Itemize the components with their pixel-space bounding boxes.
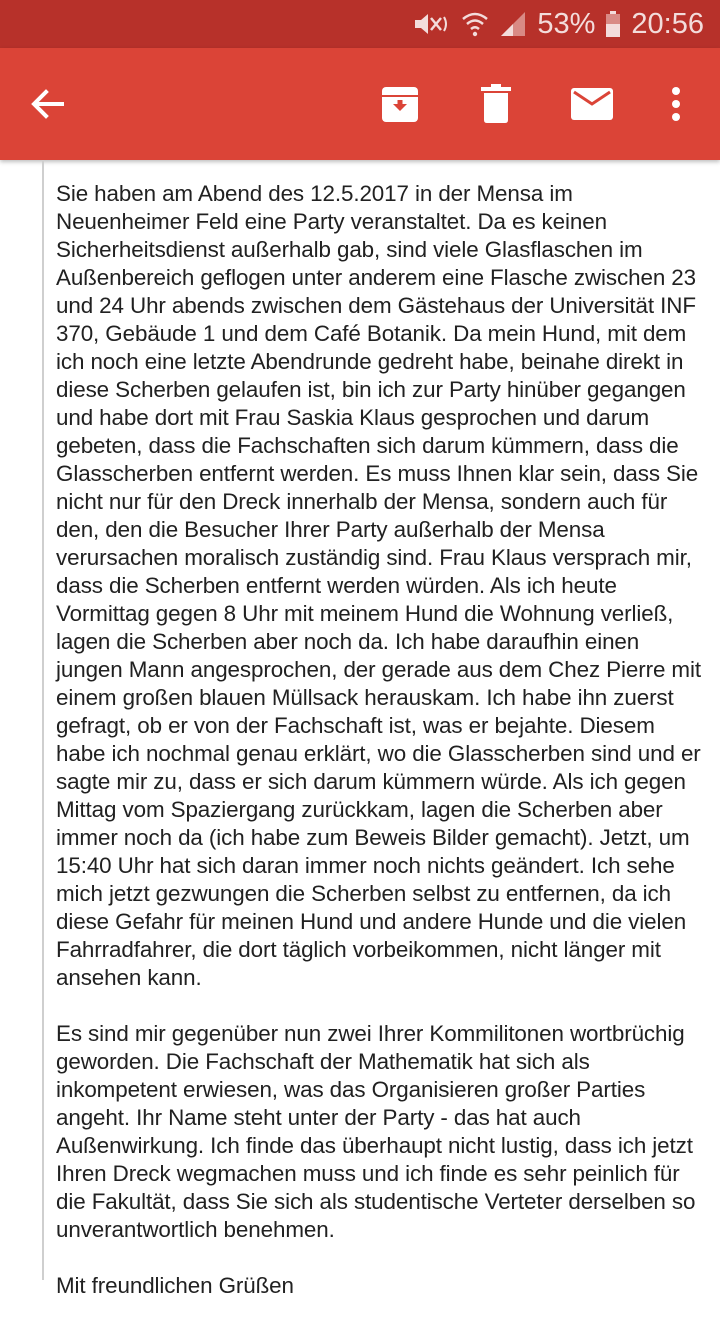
clock: 20:56	[631, 7, 704, 40]
message-closing: Mit freundlichen Grüßen	[56, 1273, 294, 1298]
message-content[interactable]	[0, 160, 720, 1298]
message-paragraph: Sie haben am Abend des 12.5.2017 in der Mensa im Neuenheimer Feld eine Party veranstaltet. Da es keinen Sicherheitsdienst außerhalb gab, sind viele Glasflaschen im Außenbereich geflogen unter anderem eine Flasche zwischen 23 und 24 Uhr abends zwischen dem Gästehaus der Universität INF 370, Gebäude 1 und dem Café Botanik. Da mein Hund, mit dem ich noch eine letzte Abendrunde gedreht habe, beinahe direkt in diese Scherben gelaufen ist, bin ich zur Party hinüber gegangen und habe dort mit Frau Saskia Klaus gesprochen und darum gebeten, dass die Fachschaften sich darum kümmern, dass die Glasscherben entfernt werden. Es muss Ihnen klar sein, dass Sie nicht nur für den Dreck innerhalb der Mensa, sondern auch für den, den die Besucher Ihrer Party außerhalb der Mensa verursachen moralisch zuständig sind. Frau Klaus versprach mir, dass die Scherben entfernt werden würden. Als ich heute Vormittag gegen 8 Uhr mit meinem Hund die Wohnung verließ, lagen die Scherben aber noch da. Ich habe daraufhin einen jungen Mann angesprochen, der gerade aus dem Chez Pierre mit einem großen blauen Müllsack herauskam. Ich habe ihn zuerst gefragt, ob er von der Fachschaft ist, was er bejahte. Diesem habe ich nochmal genau erklärt, wo die Glasscherben sind und er sagte mir zu, dass er sich darum kümmern würde. Als ich gegen Mittag vom Spaziergang zurückkam, lagen die Scherben aber immer noch da (ich habe zum Beweis Bilder gemacht). Jetzt, um 15:40 Uhr hat sich daran immer noch nichts geändert. Ich sehe mich jetzt gezwungen die Scherben selbst zu entfernen, da ich diese Gefahr für meinen Hund und andere Hunde und die vielen Fahrradfahrer, die dort täglich vorbeikommen, nicht länger mit ansehen kann.	[56, 181, 701, 990]
back-arrow-icon	[28, 84, 68, 124]
message-paragraph: Es sind mir gegenüber nun zwei Ihrer Kommilitonen wortbrüchig geworden. Die Fachschaft der Mathematik hat sich als inkompetent erwiesen, was das Organisieren großer Parties angeht. Ihr Name steht unter der Party - das hat auch Außenwirkung. Ich finde das überhaupt nicht lustig, dass ich jetzt Ihren Dreck wegmachen muss und ich finde es sehr peinlich für die Fakultät, dass Sie sich als studentische Verteter derselben so unverantwortlich benehmen.	[56, 1021, 696, 1242]
status-bar	[0, 0, 720, 48]
battery-percentage: 53%	[537, 7, 596, 40]
wifi-icon	[461, 10, 489, 38]
mute-icon	[411, 10, 451, 38]
signal-icon	[499, 10, 527, 38]
mark-unread-button[interactable]	[566, 78, 618, 130]
more-vert-icon	[670, 86, 682, 122]
back-button[interactable]	[22, 78, 74, 130]
trash-icon	[476, 84, 516, 124]
archive-icon	[380, 84, 420, 124]
archive-button[interactable]	[374, 78, 426, 130]
message-body	[56, 180, 706, 1328]
mail-icon	[570, 86, 614, 122]
battery-icon	[605, 10, 621, 38]
more-options-button[interactable]	[656, 78, 696, 130]
delete-button[interactable]	[470, 78, 522, 130]
quote-divider	[42, 160, 44, 1280]
app-toolbar	[0, 48, 720, 160]
